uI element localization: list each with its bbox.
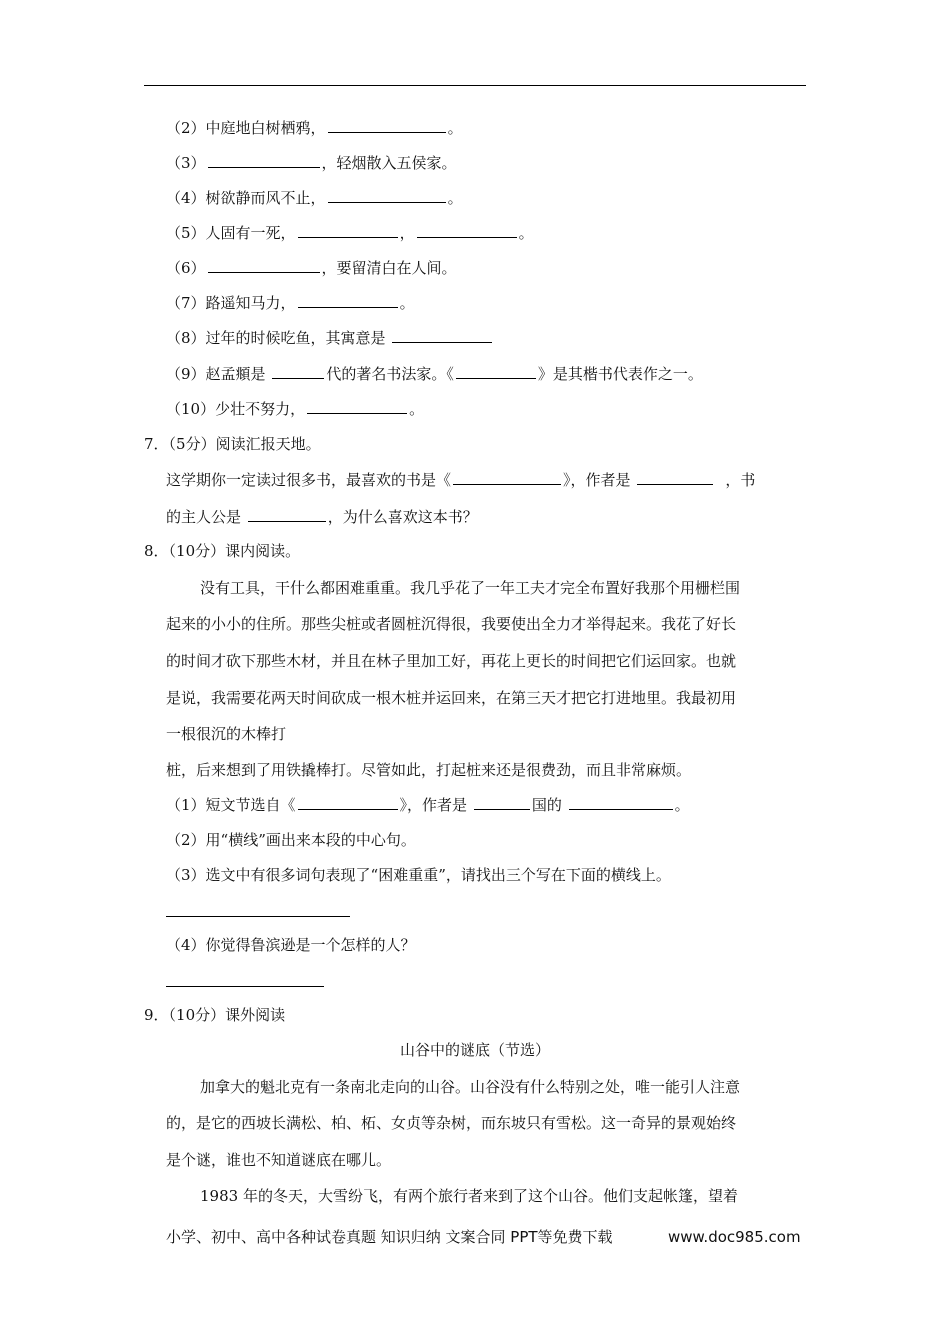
q7-line-1: 这学期你一定读过很多书，最喜欢的书是《 》，作者是 ，书	[166, 471, 756, 489]
q8-passage-line: 起来的小小的住所。那些尖桩或者圆桩沉得很，我要使出全力才举得起来。我花了好长	[166, 615, 737, 633]
answer-blank[interactable]	[298, 293, 398, 308]
answer-line[interactable]	[166, 986, 324, 987]
answer-line[interactable]	[166, 916, 350, 917]
answer-blank[interactable]	[248, 507, 326, 522]
q8-sub-2: （2）用“横线”画出来本段的中心句。	[166, 831, 416, 849]
q6-item-5: （5）人固有一死， ， 。	[166, 224, 534, 242]
answer-blank[interactable]	[328, 118, 446, 133]
q8-passage-line: 桩，后来想到了用铁撬棒打。尽管如此，打起桩来还是很费劲，而且非常麻烦。	[166, 761, 692, 779]
q6-item-2: （2）中庭地白树栖鸦， 。	[166, 119, 463, 137]
answer-blank[interactable]	[208, 153, 320, 168]
answer-blank[interactable]	[392, 328, 492, 343]
answer-blank[interactable]	[307, 399, 407, 414]
header-rule	[144, 85, 806, 86]
answer-blank[interactable]	[298, 795, 398, 810]
q6-item-4: （4）树欲静而风不止， 。	[166, 189, 463, 207]
footer-promo-text: 小学、初中、高中各种试卷真题 知识归纳 文案合同 PPT等免费下载	[166, 1228, 613, 1246]
q6-item-6: （6） ，要留清白在人间。	[166, 259, 457, 277]
answer-blank[interactable]	[272, 364, 324, 379]
q9-passage-line: 的，是它的西坡长满松、柏、柘、女贞等杂树，而东坡只有雪松。这一奇异的景观始终	[166, 1114, 737, 1132]
answer-blank[interactable]	[328, 188, 446, 203]
q9-header: 9．（10分）课外阅读	[144, 1006, 286, 1024]
q6-item-9: （9）赵孟頫是 代的著名书法家。《 》是其楷书代表作之一。	[166, 365, 703, 383]
q8-sub-3: （3）选文中有很多词句表现了“困难重重”，请找出三个写在下面的横线上。	[166, 866, 671, 884]
q6-item-10: （10）少壮不努力， 。	[166, 400, 425, 418]
q6-item-7: （7）路遥知马力， 。	[166, 294, 415, 312]
answer-blank[interactable]	[569, 795, 673, 810]
q9-passage-line: 是个谜，谁也不知道谜底在哪儿。	[166, 1151, 392, 1169]
answer-blank[interactable]	[208, 258, 320, 273]
q8-passage-line: 没有工具，干什么都困难重重。我几乎花了一年工夫才完全布置好我那个用栅栏围	[200, 579, 741, 597]
q9-passage-line: 1983 年的冬天，大雪纷飞，有两个旅行者来到了这个山谷。他们支起帐篷，望着	[200, 1187, 738, 1205]
answer-blank[interactable]	[637, 470, 713, 485]
q7-header: 7．（5分）阅读汇报天地。	[144, 435, 321, 453]
answer-blank[interactable]	[298, 223, 398, 238]
q8-passage-line: 一根很沉的木棒打	[166, 725, 287, 743]
q9-passage-line: 加拿大的魁北克有一条南北走向的山谷。山谷没有什么特别之处，唯一能引人注意	[200, 1078, 741, 1096]
answer-blank[interactable]	[453, 470, 561, 485]
q7-line-2: 的主人公是 ，为什么喜欢这本书？	[166, 508, 478, 526]
q6-item-8: （8）过年的时候吃鱼，其寓意是	[166, 328, 494, 348]
q8-sub-4: （4）你觉得鲁滨逊是一个怎样的人？	[166, 936, 416, 954]
q8-sub-1: （1）短文节选自《 》，作者是 国的 。	[166, 796, 690, 814]
q8-passage-line: 的时间才砍下那些木材，并且在林子里加工好，再花上更长的时间把它们运回家。也就	[166, 652, 737, 670]
answer-blank[interactable]	[456, 364, 536, 379]
footer-website-link[interactable]: www.doc985.com	[668, 1228, 801, 1246]
q9-passage-title: 山谷中的谜底（节选）	[399, 1041, 550, 1059]
answer-blank[interactable]	[474, 795, 530, 810]
q6-item-3: （3） ，轻烟散入五侯家。	[166, 154, 457, 172]
q8-header: 8．（10分）课内阅读。	[144, 542, 301, 560]
answer-blank[interactable]	[417, 223, 517, 238]
q8-passage-line: 是说，我需要花两天时间砍成一根木桩并运回来，在第三天才把它打进地里。我最初用	[166, 689, 737, 707]
